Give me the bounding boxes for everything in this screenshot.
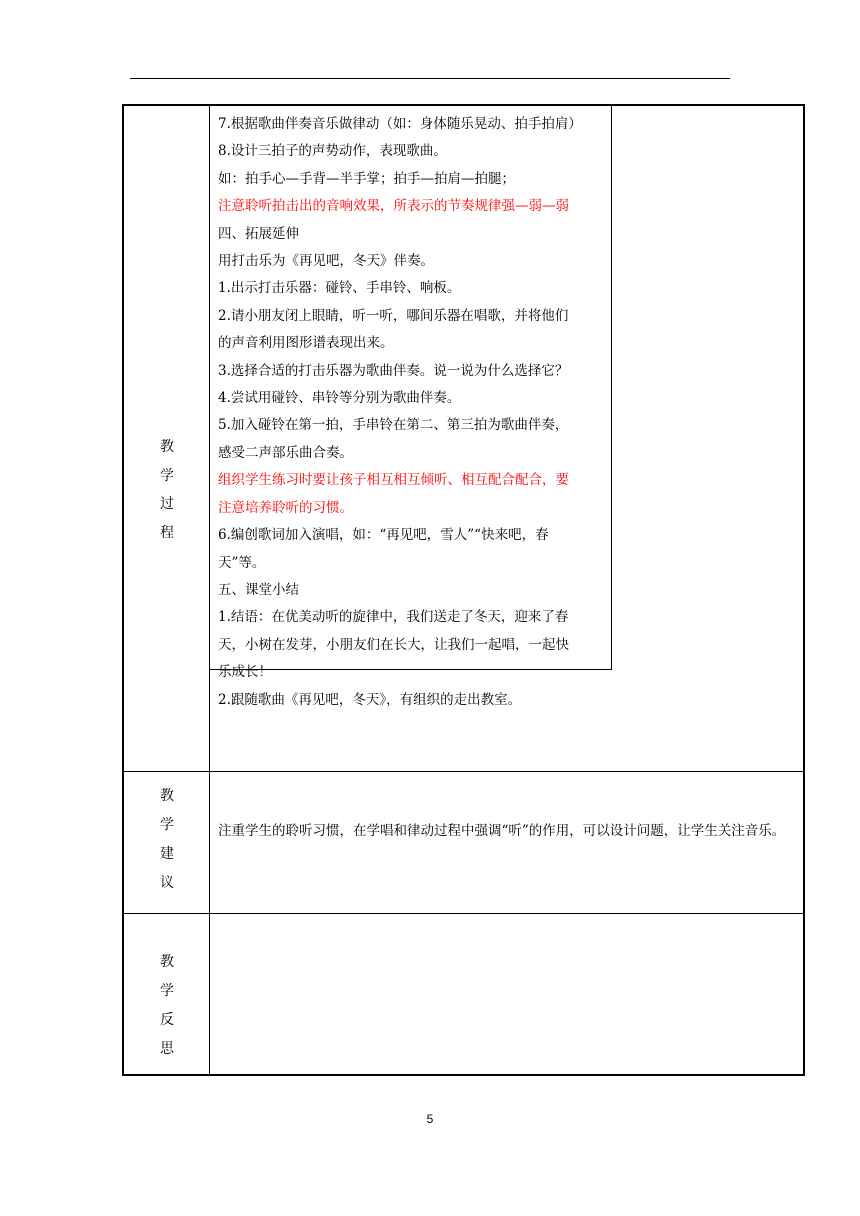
process-line: 天”等。	[218, 554, 266, 571]
reflection-label	[124, 948, 210, 1064]
row-divider-process	[124, 771, 803, 772]
suggestion-label-char: 建	[160, 846, 174, 862]
process-line: 感受二声部乐曲合奏。	[218, 444, 353, 461]
label-column-divider	[209, 106, 210, 1074]
process-line: 乐成长！	[218, 664, 272, 681]
process-line: 8.设计三拍子的声势动作，表现歌曲。	[218, 143, 447, 160]
process-line: 1.结语：在优美动听的旋律中，我们送走了冬天，迎来了春	[218, 609, 569, 626]
process-line: 的声音利用图形谱表现出来。	[218, 335, 394, 352]
process-line: 4.尝试用碰铃、串铃等分别为歌曲伴奏。	[218, 390, 461, 407]
process-label-char: 教	[160, 439, 174, 455]
suggestion-label	[124, 782, 210, 898]
process-line: 注意聆听拍击出的音响效果，所表示的节奏规律强—弱—弱	[218, 198, 569, 215]
process-content	[218, 111, 608, 714]
suggestion-label-char: 教	[160, 788, 174, 804]
process-line: 用打击乐为《再见吧，冬天》伴奏。	[218, 253, 434, 270]
process-line: 组织学生练习时要让孩子相互相互倾听、相互配合配合，要	[218, 472, 569, 489]
process-line: 7.根据歌曲伴奏音乐做律动（如：身体随乐晃动、拍手拍肩）	[218, 116, 582, 132]
process-line: 2.跟随歌曲《再见吧，冬天》，有组织的走出教室。	[218, 691, 522, 708]
process-line: 2.请小朋友闭上眼睛，听一听，哪间乐器在唱歌，并将他们	[218, 307, 569, 324]
row-divider-suggestion	[124, 913, 803, 914]
process-line: 1.出示打击乐器：碰铃、手串铃、响板。	[218, 280, 461, 297]
process-line: 五、课堂小结	[218, 581, 299, 598]
reflection-label-char: 教	[160, 954, 174, 970]
process-line: 四、拓展延伸	[218, 225, 299, 242]
process-notes-cell	[612, 106, 802, 669]
process-label-char: 学	[160, 467, 174, 484]
process-line: 注意培养聆听的习惯。	[218, 499, 353, 516]
reflection-content	[218, 926, 798, 1066]
process-label-char: 程	[160, 524, 174, 541]
suggestion-label-char: 议	[160, 875, 174, 891]
suggestion-label-char: 学	[160, 817, 174, 833]
page-number: 5	[426, 1112, 434, 1126]
lesson-plan-table	[122, 104, 805, 1076]
suggestion-text: 注重学生的聆听习惯，在学唱和律动过程中强调“听”的作用，可以设计问题，让学生关注音乐。	[218, 823, 786, 839]
process-line: 5.加入碰铃在第一拍，手串铃在第二、第三拍为歌曲伴奏，	[218, 417, 569, 434]
process-line: 3.选择合适的打击乐器为歌曲伴奏。说一说为什么选择它？	[218, 362, 569, 379]
process-label	[124, 433, 210, 547]
reflection-label-char: 学	[160, 983, 174, 999]
reflection-label-char: 思	[160, 1041, 174, 1057]
process-line: 天，小树在发芽，小朋友们在长大，让我们一起唱，一起快	[218, 636, 569, 653]
process-label-char: 过	[160, 496, 174, 512]
reflection-label-char: 反	[160, 1012, 174, 1028]
process-line: 6.编创歌词加入演唱，如：“再见吧，雪人”“快来吧，春	[218, 527, 549, 544]
process-line: 如：拍手心—手背—半手掌；拍手—拍肩—拍腿；	[218, 170, 515, 187]
header-rule	[130, 78, 730, 79]
